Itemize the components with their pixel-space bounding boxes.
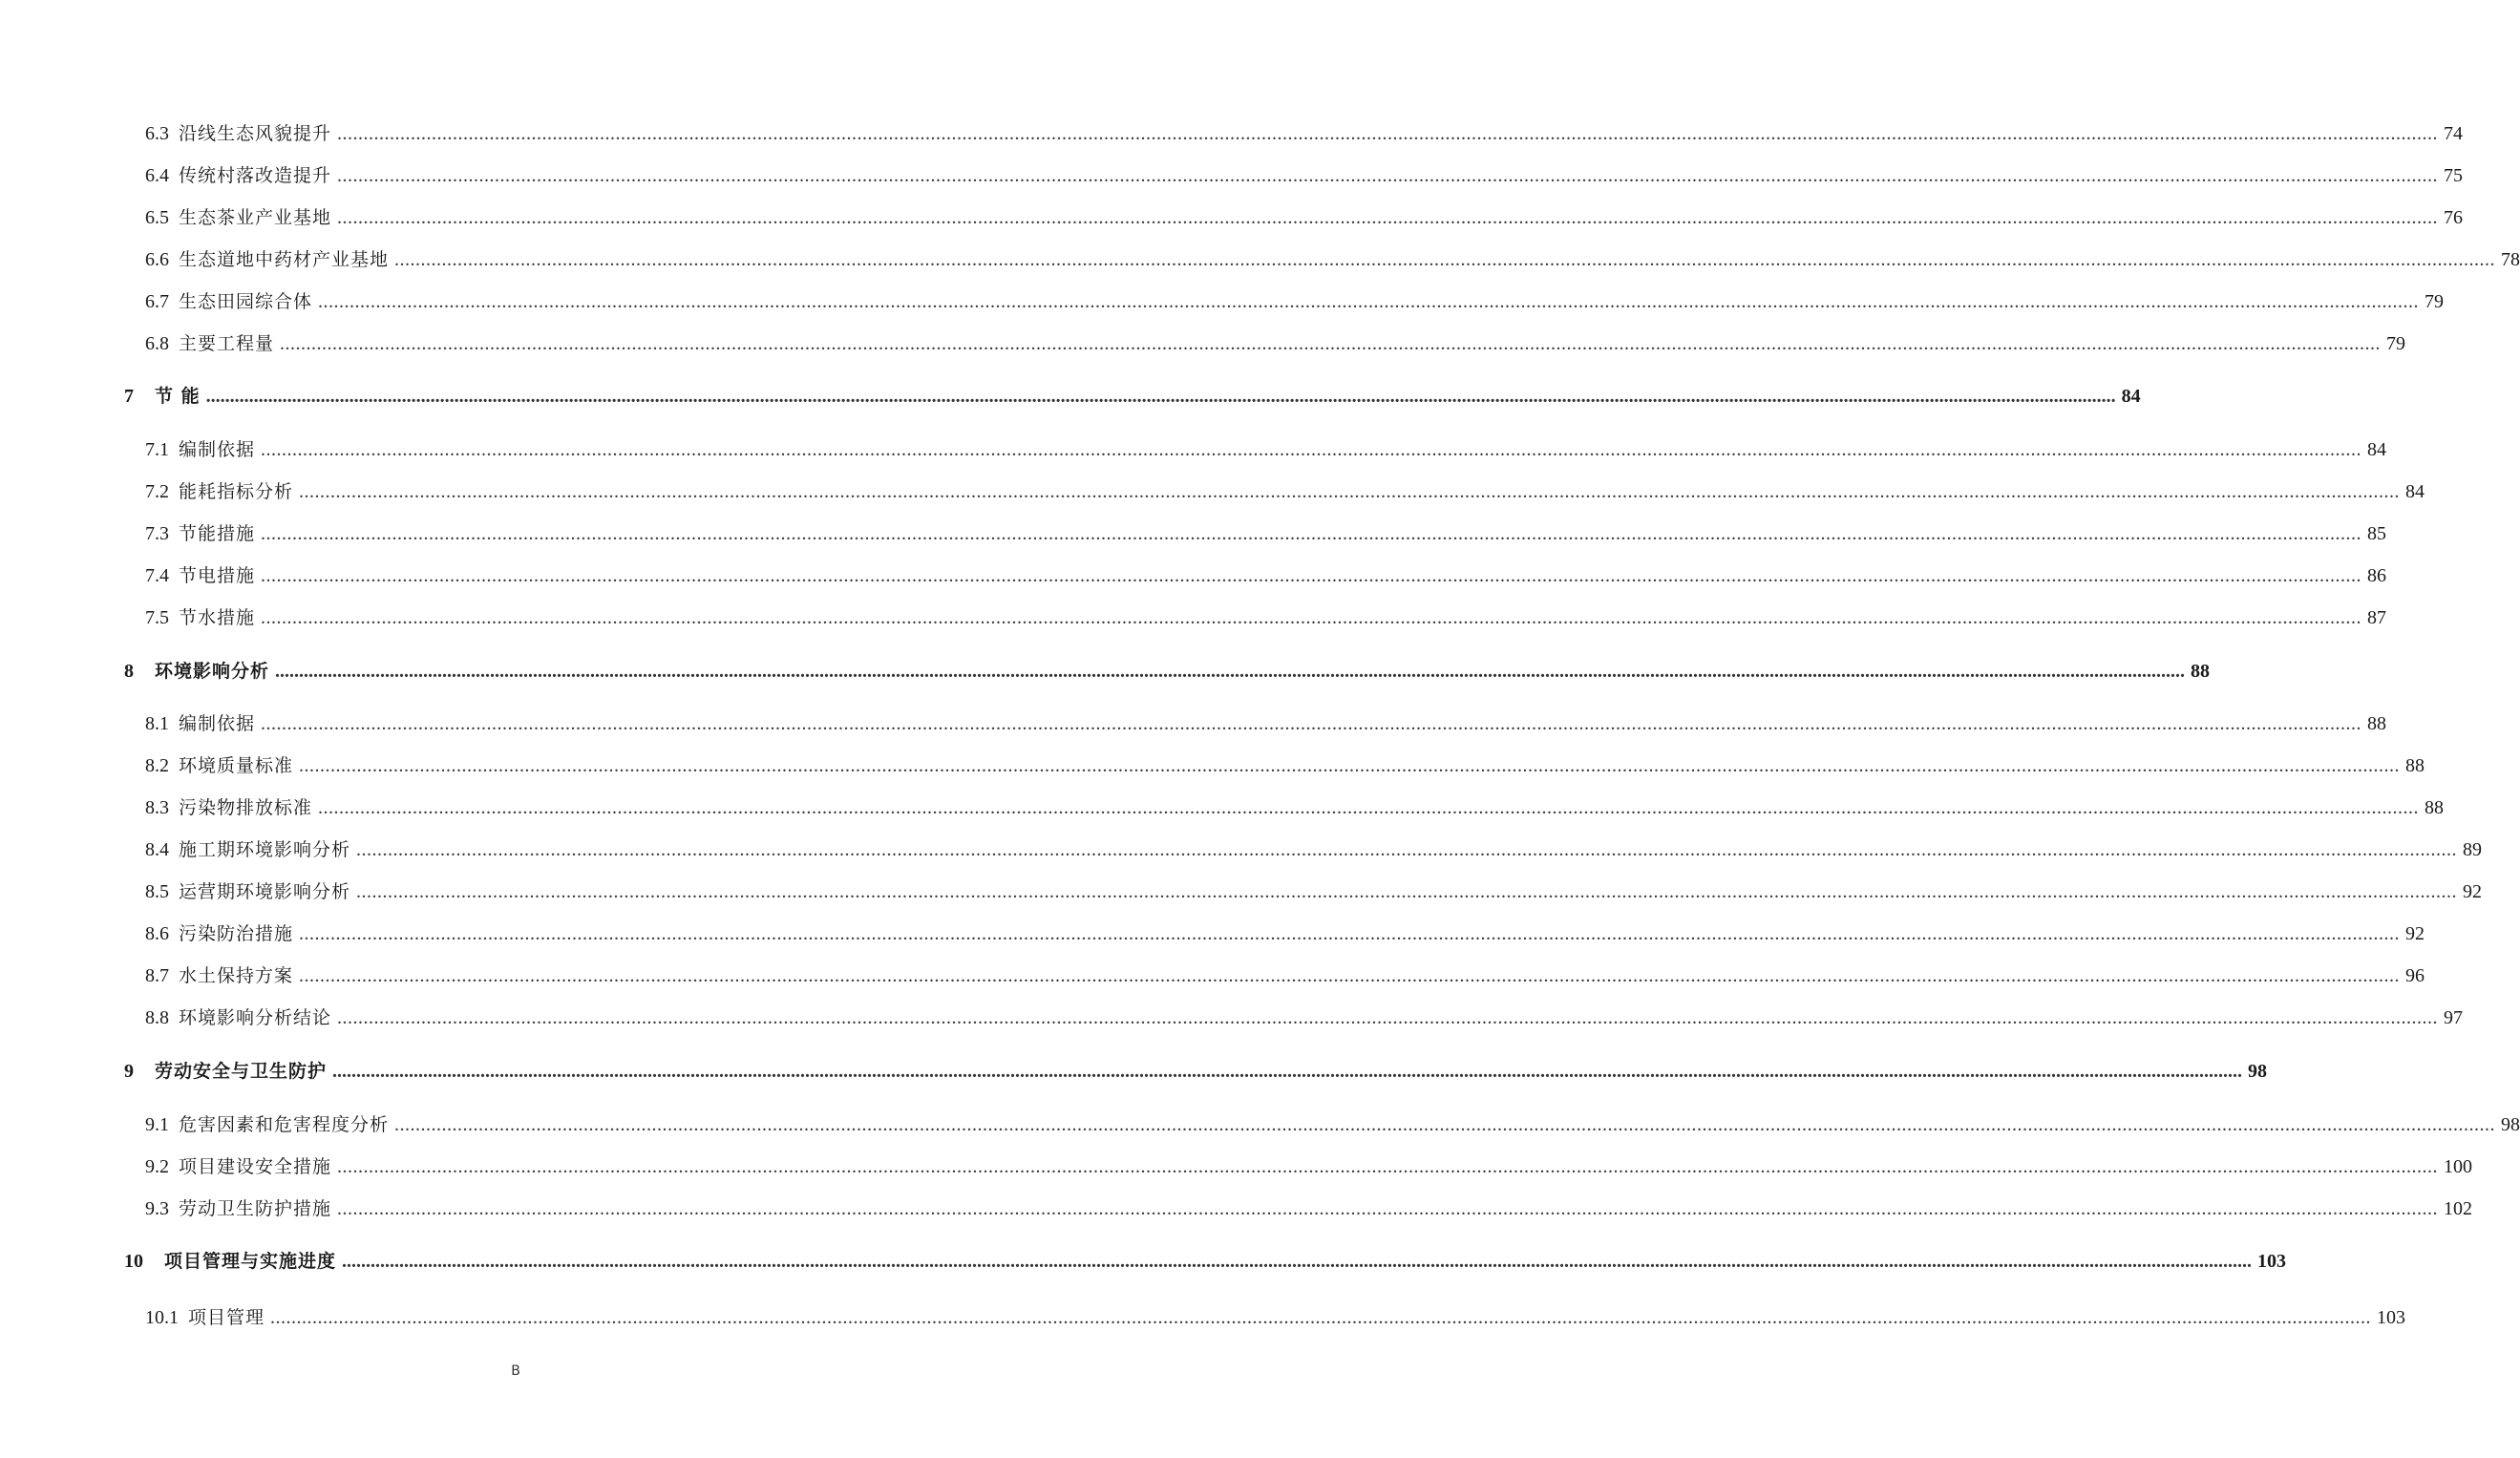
toc-entry-title: 节水措施 — [179, 607, 256, 628]
toc-entry-page-number: 103 — [2257, 1251, 2287, 1272]
toc-entry-page-number: 88 — [2405, 755, 2425, 776]
toc-dot-leader: ................................................................................................................................................................................................................................................................................................................................................................................................................ — [261, 565, 2362, 586]
toc-entry-title: 项目管理与实施进度 — [164, 1251, 337, 1272]
toc-entry-title: 能耗指标分析 — [179, 481, 294, 502]
toc-section-row[interactable] — [145, 602, 2387, 633]
toc-dot-leader: ................................................................................................................................................................................................................................................................................................................................................................................................................ — [299, 965, 2401, 986]
toc-entry-page-number: 85 — [2367, 523, 2387, 544]
toc-entry-page-number: 79 — [2425, 291, 2445, 312]
toc-entry-number: 9.1 — [145, 1114, 169, 1135]
toc-entry-number: 6.6 — [145, 249, 169, 270]
toc-entry-page-number: 92 — [2463, 881, 2483, 902]
toc-dot-leader: ................................................................................................................................................................................................................................................................................................................................................................................................................ — [299, 923, 2401, 944]
toc-dot-leader: ................................................................................................................................................................................................................................................................................................................................................................................................................ — [337, 123, 2439, 144]
toc-entry-title: 项目管理 — [188, 1307, 265, 1328]
toc-entry-title: 危害因素和危害程度分析 — [179, 1114, 390, 1135]
toc-entry-number: 6.4 — [145, 165, 169, 186]
toc-entry-title: 主要工程量 — [179, 333, 275, 354]
toc-entry-number: 8.8 — [145, 1007, 169, 1028]
toc-entry-title: 编制依据 — [179, 713, 256, 734]
toc-section-row[interactable] — [145, 160, 2464, 191]
toc-entry-page-number: 74 — [2444, 123, 2464, 144]
toc-entry-page-number: 79 — [2386, 333, 2406, 354]
toc-entry-title: 传统村落改造提升 — [179, 165, 332, 186]
toc-entry-number: 10.1 — [145, 1307, 179, 1328]
toc-section-row[interactable] — [145, 518, 2387, 549]
toc-dot-leader: ................................................................................................................................................................................................................................................................................................................................................................................................................ — [337, 207, 2439, 228]
toc-entry-number: 8.4 — [145, 839, 169, 860]
toc-dot-leader: ................................................................................................................................................................................................................................................................................................................................................................................................................ — [205, 386, 2116, 407]
toc-entry-page-number: 89 — [2463, 839, 2483, 860]
toc-entry-number: 7 — [124, 386, 134, 407]
toc-entry-number: 7.2 — [145, 481, 169, 502]
toc-section-row[interactable] — [145, 118, 2464, 149]
toc-entry-page-number: 84 — [2367, 439, 2387, 460]
toc-entry-title: 环境影响分析 — [155, 661, 270, 682]
toc-entry-title: 环境影响分析结论 — [179, 1007, 332, 1028]
toc-section-row[interactable] — [145, 750, 2425, 781]
toc-dot-leader: ................................................................................................................................................................................................................................................................................................................................................................................................................ — [356, 881, 2458, 902]
toc-entry-number: 6.8 — [145, 333, 169, 354]
toc-entry-number: 9 — [124, 1061, 134, 1082]
toc-entry-page-number: 76 — [2444, 207, 2464, 228]
toc-entry-page-number: 84 — [2121, 386, 2141, 407]
toc-entry-page-number: 88 — [2425, 797, 2445, 818]
toc-entry-page-number: 92 — [2405, 923, 2425, 944]
toc-entry-title: 劳动安全与卫生防护 — [155, 1061, 328, 1082]
toc-entry-page-number: 75 — [2444, 165, 2464, 186]
toc-entry-page-number: 102 — [2444, 1198, 2473, 1219]
toc-entry-number: 9.2 — [145, 1156, 169, 1177]
toc-dot-leader: ................................................................................................................................................................................................................................................................................................................................................................................................................ — [337, 1007, 2439, 1028]
toc-dot-leader: ................................................................................................................................................................................................................................................................................................................................................................................................................ — [337, 165, 2439, 186]
toc-dot-leader: ................................................................................................................................................................................................................................................................................................................................................................................................................ — [318, 797, 2420, 818]
toc-section-row[interactable] — [145, 877, 2483, 907]
toc-section-row[interactable] — [145, 1003, 2464, 1033]
toc-chapter-row[interactable] — [124, 381, 2141, 412]
toc-entry-title: 生态茶业产业基地 — [179, 207, 332, 228]
toc-entry-page-number: 78 — [2501, 249, 2520, 270]
toc-entry-number: 7.5 — [145, 607, 169, 628]
toc-entry-title: 劳动卫生防护措施 — [179, 1198, 332, 1219]
toc-entry-number: 10 — [124, 1251, 143, 1272]
toc-entry-page-number: 98 — [2501, 1114, 2520, 1135]
toc-entry-number: 8.2 — [145, 755, 169, 776]
toc-entry-title: 污染物排放标准 — [179, 797, 313, 818]
toc-section-row[interactable] — [145, 1152, 2473, 1182]
toc-entry-title: 节能措施 — [179, 523, 256, 544]
toc-dot-leader: ................................................................................................................................................................................................................................................................................................................................................................................................................ — [337, 1156, 2439, 1177]
toc-dot-leader: ................................................................................................................................................................................................................................................................................................................................................................................................................ — [318, 291, 2420, 312]
toc-entry-number: 8.7 — [145, 965, 169, 986]
toc-section-row[interactable] — [145, 244, 2520, 275]
toc-dot-leader: ................................................................................................................................................................................................................................................................................................................................................................................................................ — [332, 1061, 2243, 1082]
toc-section-row[interactable] — [145, 202, 2464, 233]
toc-entry-page-number: 88 — [2191, 661, 2211, 682]
toc-entry-title: 生态道地中药材产业基地 — [179, 249, 390, 270]
toc-dot-leader: ................................................................................................................................................................................................................................................................................................................................................................................................................ — [342, 1251, 2253, 1272]
toc-section-row[interactable] — [145, 708, 2387, 739]
toc-section-row[interactable] — [145, 792, 2445, 823]
toc-section-row[interactable] — [145, 1109, 2520, 1140]
toc-entry-number: 8 — [124, 661, 134, 682]
toc-section-row[interactable] — [145, 476, 2425, 507]
toc-dot-leader: ................................................................................................................................................................................................................................................................................................................................................................................................................ — [270, 1307, 2372, 1328]
toc-section-row[interactable] — [145, 1302, 2406, 1333]
toc-dot-leader: ................................................................................................................................................................................................................................................................................................................................................................................................................ — [394, 249, 2496, 270]
page-footer-label: B — [511, 1363, 520, 1379]
toc-entry-page-number: 88 — [2367, 713, 2387, 734]
toc-entry-title: 项目建设安全措施 — [179, 1156, 332, 1177]
toc-section-row[interactable] — [145, 961, 2425, 991]
toc-dot-leader: ................................................................................................................................................................................................................................................................................................................................................................................................................ — [275, 661, 2186, 682]
toc-entry-number: 8.3 — [145, 797, 169, 818]
toc-dot-leader: ................................................................................................................................................................................................................................................................................................................................................................................................................ — [261, 607, 2362, 628]
toc-entry-number: 7.1 — [145, 439, 169, 460]
toc-entry-title: 节 能 — [155, 386, 201, 407]
toc-dot-leader: ................................................................................................................................................................................................................................................................................................................................................................................................................ — [261, 439, 2362, 460]
toc-entry-page-number: 100 — [2444, 1156, 2473, 1177]
toc-entry-page-number: 97 — [2444, 1007, 2464, 1028]
toc-section-row[interactable] — [145, 434, 2387, 465]
toc-entry-page-number: 96 — [2405, 965, 2425, 986]
toc-entry-number: 8.5 — [145, 881, 169, 902]
toc-section-row[interactable] — [145, 1194, 2473, 1224]
toc-section-row[interactable] — [145, 835, 2483, 865]
toc-dot-leader: ................................................................................................................................................................................................................................................................................................................................................................................................................ — [261, 523, 2362, 544]
toc-entry-title: 生态田园综合体 — [179, 291, 313, 312]
toc-entry-title: 环境质量标准 — [179, 755, 294, 776]
toc-dot-leader: ................................................................................................................................................................................................................................................................................................................................................................................................................ — [299, 481, 2401, 502]
toc-entry-number: 7.4 — [145, 565, 169, 586]
toc-entry-number: 6.5 — [145, 207, 169, 228]
toc-dot-leader: ................................................................................................................................................................................................................................................................................................................................................................................................................ — [356, 839, 2458, 860]
toc-entry-page-number: 87 — [2367, 607, 2387, 628]
toc-entry-number: 8.6 — [145, 923, 169, 944]
toc-entry-number: 6.7 — [145, 291, 169, 312]
toc-entry-number: 8.1 — [145, 713, 169, 734]
toc-section-row[interactable] — [145, 286, 2445, 317]
toc-entry-page-number: 84 — [2405, 481, 2425, 502]
toc-entry-page-number: 103 — [2377, 1307, 2406, 1328]
toc-entry-title: 施工期环境影响分析 — [179, 839, 351, 860]
toc-dot-leader: ................................................................................................................................................................................................................................................................................................................................................................................................................ — [299, 755, 2401, 776]
toc-entry-page-number: 98 — [2248, 1061, 2268, 1082]
toc-dot-leader: ................................................................................................................................................................................................................................................................................................................................................................................................................ — [280, 333, 2382, 354]
toc-chapter-row[interactable] — [124, 1246, 2287, 1277]
toc-entry-number: 7.3 — [145, 523, 169, 544]
toc-dot-leader: ................................................................................................................................................................................................................................................................................................................................................................................................................ — [337, 1198, 2439, 1219]
toc-chapter-row[interactable] — [124, 656, 2211, 687]
toc-section-row[interactable] — [145, 919, 2425, 949]
toc-dot-leader: ................................................................................................................................................................................................................................................................................................................................................................................................................ — [261, 713, 2362, 734]
toc-entry-title: 编制依据 — [179, 439, 256, 460]
toc-entry-page-number: 86 — [2367, 565, 2387, 586]
toc-entry-title: 节电措施 — [179, 565, 256, 586]
toc-section-row[interactable] — [145, 328, 2406, 359]
toc-entry-title: 污染防治措施 — [179, 923, 294, 944]
toc-entry-title: 水土保持方案 — [179, 965, 294, 986]
toc-chapter-row[interactable] — [124, 1056, 2268, 1087]
toc-section-row[interactable] — [145, 560, 2387, 591]
toc-entry-number: 9.3 — [145, 1198, 169, 1219]
toc-entry-title: 运营期环境影响分析 — [179, 881, 351, 902]
toc-entry-title: 沿线生态风貌提升 — [179, 123, 332, 144]
toc-entry-number: 6.3 — [145, 123, 169, 144]
toc-dot-leader: ................................................................................................................................................................................................................................................................................................................................................................................................................ — [394, 1114, 2496, 1135]
